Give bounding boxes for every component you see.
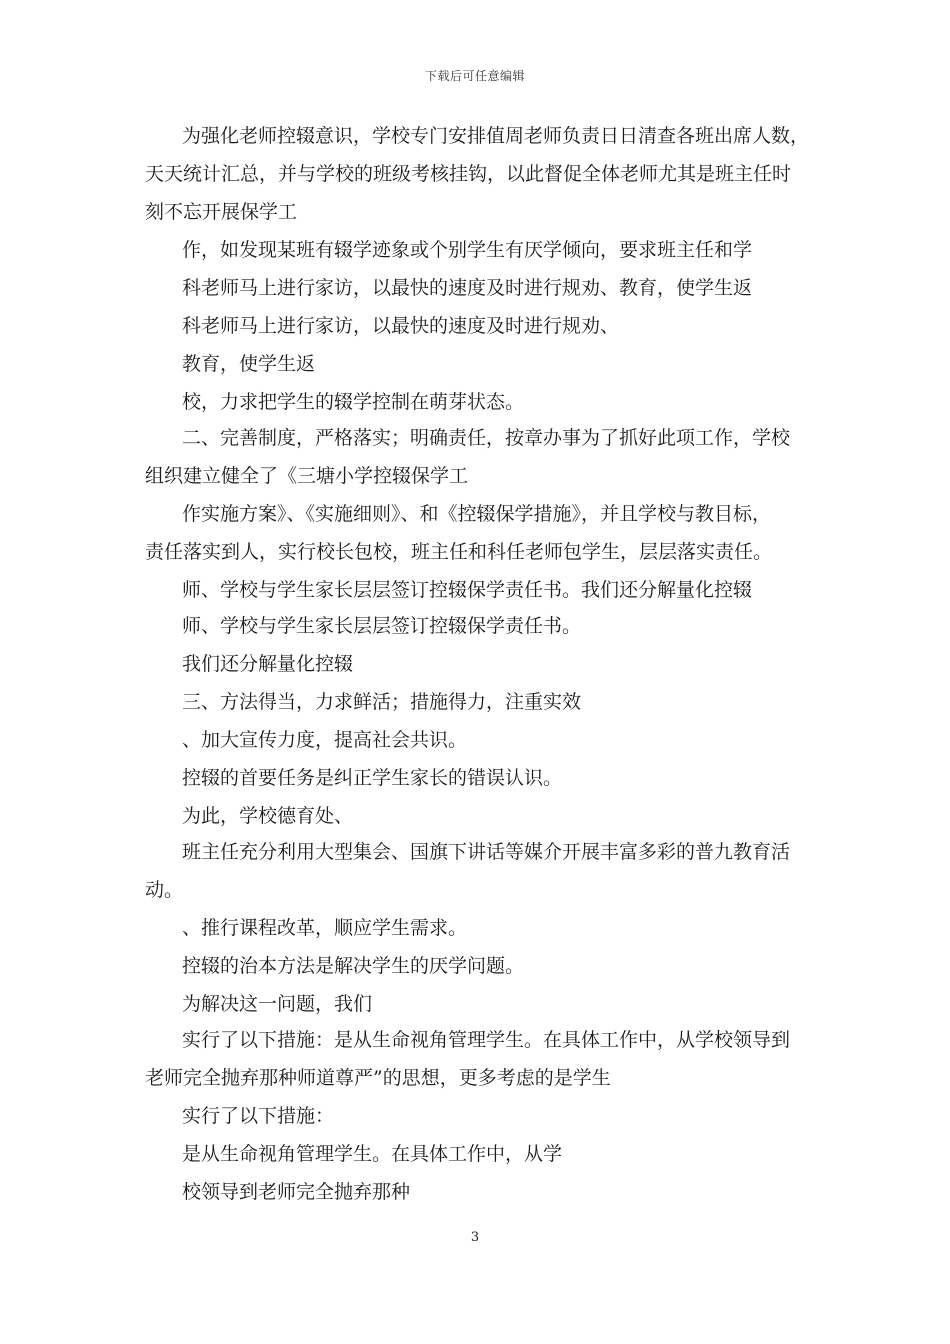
text-line: 我们还分解量化控辍 (182, 653, 354, 675)
text-line: 班主任充分利用大型集会、国旗下讲话等媒介开展丰富多彩的普九教育活 (182, 841, 791, 863)
text-line: 控辍的治本方法是解决学生的厌学问题。 (182, 955, 525, 977)
text-line: 为解决这一问题，我们 (182, 993, 373, 1015)
text-line: 实行了以下措施： (182, 1105, 335, 1127)
page-number: 3 (470, 1230, 480, 1245)
text-line: 校，力求把学生的辍学控制在萌芽状态。 (182, 391, 525, 413)
text-line: 组织建立健全了《三塘小学控辍保学工 (145, 465, 469, 487)
text-line: 是从生命视角管理学生。在具体工作中，从学 (182, 1143, 563, 1165)
text-line: 师、学校与学生家长层层签订控辍保学责任书。 (182, 615, 582, 637)
text-line: 控辍的首要任务是纠正学生家长的错误认识。 (182, 767, 563, 789)
text-line: 科老师马上进行家访，以最快的速度及时进行规劝、教育，使学生返 (182, 277, 753, 299)
text-line: 二、完善制度，严格落实；明确责任，按章办事为了抓好此项工作，学校 (182, 427, 791, 449)
text-line: 老师完全抛弃那种师道尊严”的思想，更多考虑的是学生 (145, 1067, 611, 1089)
text-line: 、推行课程改革，顺应学生需求。 (182, 917, 468, 939)
text-line: 实行了以下措施：是从生命视角管理学生。在具体工作中，从学校领导到 (182, 1029, 791, 1051)
text-line: 动。 (145, 879, 184, 901)
text-line: 责任落实到人，实行校长包校，班主任和科任老师包学生，层层落实责任。 (145, 541, 773, 563)
text-line: 天天统计汇总，并与学校的班级考核挂钩，以此督促全体老师尤其是班主任时 (145, 163, 792, 185)
text-line: 刻不忘开展保学工 (145, 201, 298, 223)
text-line: 科老师马上进行家访，以最快的速度及时进行规劝、 (182, 315, 620, 337)
text-line: 作实施方案》、《实施细则》、和《控辍保学措施》，并且学校与教目标， (182, 503, 772, 525)
text-line: 作，如发现某班有辍学迹象或个别学生有厌学倾向，要求班主任和学 (182, 239, 753, 261)
text-line: 为此，学校德育处、 (182, 805, 354, 827)
text-line: 为强化老师控辍意识，学校专门安排值周老师负责日日清查各班出席人数， (182, 125, 810, 147)
text-line: 教育，使学生返 (182, 353, 316, 375)
text-line: 、加大宣传力度，提高社会共识。 (182, 729, 468, 751)
text-line: 师、学校与学生家长层层签订控辍保学责任书。我们还分解量化控辍 (182, 579, 753, 601)
text-line: 三、方法得当，力求鲜活；措施得力，注重实效 (182, 691, 582, 713)
page-header: 下载后可任意编辑 (424, 69, 525, 83)
text-line: 校领导到老师完全抛弃那种 (182, 1181, 411, 1203)
